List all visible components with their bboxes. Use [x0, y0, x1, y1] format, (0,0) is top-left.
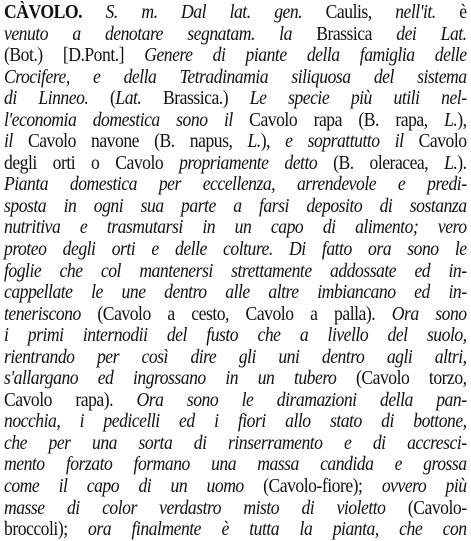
entry-text-run: Crocifere, e della Tetradinamia siliquosa del sistema: [4, 66, 467, 88]
entry-text-run: (Cavolo-: [385, 497, 467, 519]
entry-text-run: rientrando per così dire gli uni dentro agli altri,: [4, 346, 467, 368]
entry-text-run: il: [4, 131, 13, 153]
entry-text-run: teneriscono: [4, 303, 81, 325]
entry-text-run: propriamente detto: [179, 152, 318, 174]
entry-line: [4, 325, 467, 347]
entry-text-run: Genere di piante della famiglia delle: [144, 45, 467, 67]
entry-line: [4, 153, 467, 175]
entry-text-run: Pianta domestica per eccellenza, arrendevole e predi-: [4, 174, 467, 196]
entry-line: [4, 45, 467, 67]
entry-text-run: (Cavolo-fiore);: [243, 476, 382, 498]
entry-text-run: nell'it.: [395, 2, 436, 23]
entry-line: [4, 174, 467, 196]
entry-text-run: ),: [260, 131, 286, 153]
entry-text-run: mento forzato formano una massa candida e grossa: [4, 454, 467, 476]
entry-text-run: dei Lat.: [396, 23, 467, 45]
entry-text-run: proteo degli orti e delle colture. Di fatto ora sono le: [4, 239, 467, 261]
entry-line: [4, 519, 467, 541]
entry-text-run: (Bot.) [D.Pont.]: [4, 45, 145, 67]
entry-line: [4, 196, 467, 218]
entry-text-run: ora finalmente è tutta la pianta, che con: [88, 519, 467, 541]
entry-text-run: Brassica: [291, 23, 397, 45]
entry-line: [4, 454, 467, 476]
entry-line: [4, 411, 467, 433]
entry-text-run: (B. oleracea,: [317, 152, 445, 174]
entry-text-run: l'economia domestica sono il: [4, 109, 233, 131]
entry-text-run: (Cavolo a cesto, Cavolo a palla).: [80, 303, 392, 325]
entry-text-run: sposta in ogni sua parte a farsi deposito di sostanza: [4, 195, 467, 217]
entry-text-run: L.: [247, 131, 261, 153]
dictionary-entry: [4, 2, 467, 541]
entry-text-run: Le specie più utili nel-: [249, 88, 467, 110]
entry-text-run: foglie che col mantenersi strettamente addossate ed in-: [4, 260, 467, 282]
entry-text-run: venuto a denotare segnatam.: [4, 23, 255, 45]
entry-text-run: ovvero più: [381, 476, 467, 498]
entry-text-run: di Linneo.: [4, 88, 89, 110]
entry-text-run: la: [279, 23, 292, 45]
entry-line: [4, 2, 467, 24]
entry-text-run: Cavolo: [403, 131, 467, 153]
entry-text-run: CÀVOLO.: [4, 2, 82, 23]
entry-text-run: ),: [457, 109, 467, 131]
entry-line: [4, 261, 467, 283]
entry-text-run: Cavolo navone (B. napus,: [12, 131, 248, 153]
entry-line: [4, 217, 467, 239]
entry-text-run: broccoli);: [4, 519, 89, 541]
entry-line: [4, 368, 467, 390]
entry-line: [4, 110, 467, 132]
entry-text-run: Brassica.): [141, 88, 250, 110]
entry-text-run: (: [88, 88, 116, 110]
entry-text-run: ).: [457, 152, 467, 174]
entry-text-run: nutritiva e trasmutarsi in un capo di alimento; vero: [4, 217, 467, 239]
entry-line: [4, 131, 467, 153]
entry-text-run: cappellate le une dentro alle altre imbiancano ed in-: [4, 282, 467, 304]
entry-text-run: che per una sorta di rinserramento e di accresci-: [4, 432, 467, 454]
entry-text-run: ,: [367, 2, 396, 23]
entry-line: [4, 347, 467, 369]
entry-line: [4, 433, 467, 455]
entry-text-run: L.: [444, 109, 458, 131]
entry-line: [4, 304, 467, 326]
entry-line: [4, 476, 467, 498]
entry-text-run: è: [435, 2, 467, 23]
entry-text-run: degli orti o Cavolo: [4, 152, 180, 174]
entry-line: [4, 498, 467, 520]
entry-text-run: come il capo di un uomo: [4, 476, 244, 498]
entry-text-run: Lat.: [115, 88, 142, 110]
entry-text-run: masse di color verdastro misto di violetto: [4, 497, 386, 519]
entry-line: [4, 282, 467, 304]
entry-text-run: Cavolo rapa (B. rapa,: [232, 109, 445, 131]
entry-text-run: Ora sono le diramazioni della pan-: [136, 389, 467, 411]
entry-line: [4, 88, 467, 110]
entry-text-run: s'allargano ed ingrossano in un tubero: [4, 368, 337, 390]
entry-text-run: Caulis: [325, 2, 368, 23]
entry-text-run: i primi internodii del fusto che a livello del suolo,: [4, 325, 467, 347]
entry-line: [4, 67, 467, 89]
entry-text-run: S. m. Dal lat. gen.: [81, 2, 326, 23]
entry-text-run: L.: [444, 152, 458, 174]
entry-text-run: [255, 24, 279, 45]
entry-line: [4, 239, 467, 261]
entry-text-run: (Cavolo torzo,: [336, 368, 467, 390]
entry-line: [4, 390, 467, 412]
entry-text-run: e soprattutto il: [285, 131, 404, 153]
entry-line: [4, 24, 467, 46]
entry-text-run: Cavolo rapa).: [4, 389, 137, 411]
entry-text-run: Ora sono: [391, 303, 467, 325]
entry-text-run: nocchia, i pedicelli ed i fiori allo stato di bottone,: [4, 411, 467, 433]
